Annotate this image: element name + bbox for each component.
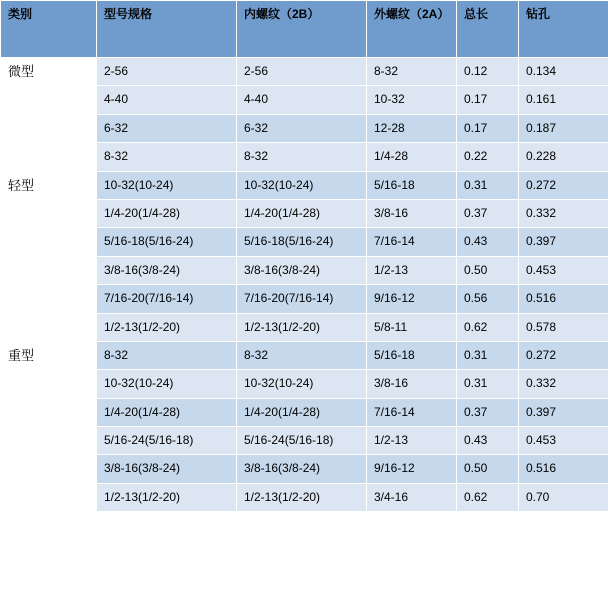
cell-drill: 0.578: [519, 313, 608, 341]
cell-drill: 0.134: [519, 58, 608, 86]
column-header-internal-thread: 内螺纹（2B）: [237, 1, 367, 58]
cell-internal: 10-32(10-24): [237, 171, 367, 199]
cell-length: 0.50: [457, 256, 519, 284]
table-body: [1, 58, 608, 512]
cell-model: 3/8-16(3/8-24): [97, 256, 237, 284]
column-header-drill-hole: 钻孔: [519, 1, 608, 58]
cell-internal: 1/2-13(1/2-20): [237, 313, 367, 341]
category-cell-heavy: 重型: [1, 341, 97, 511]
cell-drill: 0.161: [519, 86, 608, 114]
cell-drill: 0.332: [519, 370, 608, 398]
cell-model: 3/8-16(3/8-24): [97, 455, 237, 483]
cell-length: 0.17: [457, 86, 519, 114]
cell-external: 5/16-18: [367, 341, 457, 369]
cell-length: 0.31: [457, 341, 519, 369]
cell-length: 0.31: [457, 171, 519, 199]
cell-external: 3/8-16: [367, 370, 457, 398]
column-header-external-thread: 外螺纹（2A）: [367, 1, 457, 58]
cell-drill: 0.332: [519, 199, 608, 227]
cell-model: 10-32(10-24): [97, 171, 237, 199]
cell-internal: 1/4-20(1/4-28): [237, 398, 367, 426]
table-row: [1, 171, 608, 199]
cell-model: 10-32(10-24): [97, 370, 237, 398]
cell-internal: 6-32: [237, 114, 367, 142]
cell-drill: 0.453: [519, 427, 608, 455]
cell-drill: 0.228: [519, 143, 608, 171]
column-header-category: 类别: [1, 1, 97, 58]
cell-drill: 0.397: [519, 228, 608, 256]
cell-internal: 4-40: [237, 86, 367, 114]
cell-internal: 2-56: [237, 58, 367, 86]
cell-external: 12-28: [367, 114, 457, 142]
cell-length: 0.62: [457, 483, 519, 511]
cell-external: 7/16-14: [367, 398, 457, 426]
cell-length: 0.50: [457, 455, 519, 483]
table-row: [1, 58, 608, 86]
cell-model: 1/2-13(1/2-20): [97, 313, 237, 341]
cell-external: 9/16-12: [367, 455, 457, 483]
cell-external: 9/16-12: [367, 285, 457, 313]
cell-drill: 0.516: [519, 455, 608, 483]
cell-length: 0.22: [457, 143, 519, 171]
cell-internal: 7/16-20(7/16-14): [237, 285, 367, 313]
cell-model: 7/16-20(7/16-14): [97, 285, 237, 313]
cell-model: 8-32: [97, 341, 237, 369]
cell-model: 4-40: [97, 86, 237, 114]
cell-drill: 0.272: [519, 171, 608, 199]
cell-internal: 8-32: [237, 341, 367, 369]
cell-internal: 10-32(10-24): [237, 370, 367, 398]
cell-internal: 8-32: [237, 143, 367, 171]
cell-length: 0.43: [457, 427, 519, 455]
cell-model: 5/16-24(5/16-18): [97, 427, 237, 455]
cell-external: 3/4-16: [367, 483, 457, 511]
cell-drill: 0.70: [519, 483, 608, 511]
cell-model: 1/2-13(1/2-20): [97, 483, 237, 511]
cell-external: 10-32: [367, 86, 457, 114]
cell-internal: 3/8-16(3/8-24): [237, 256, 367, 284]
cell-external: 1/2-13: [367, 427, 457, 455]
cell-length: 0.37: [457, 199, 519, 227]
cell-length: 0.43: [457, 228, 519, 256]
cell-external: 8-32: [367, 58, 457, 86]
cell-model: 1/4-20(1/4-28): [97, 199, 237, 227]
cell-external: 1/2-13: [367, 256, 457, 284]
cell-model: 5/16-18(5/16-24): [97, 228, 237, 256]
cell-drill: 0.453: [519, 256, 608, 284]
cell-model: 1/4-20(1/4-28): [97, 398, 237, 426]
table-row: [1, 341, 608, 369]
column-header-model: 型号规格: [97, 1, 237, 58]
cell-external: 5/16-18: [367, 171, 457, 199]
header-row: [1, 1, 608, 58]
category-cell-micro: 微型: [1, 58, 97, 172]
cell-model: 8-32: [97, 143, 237, 171]
cell-internal: 5/16-18(5/16-24): [237, 228, 367, 256]
cell-internal: 5/16-24(5/16-18): [237, 427, 367, 455]
cell-model: 2-56: [97, 58, 237, 86]
cell-external: 1/4-28: [367, 143, 457, 171]
cell-internal: 1/4-20(1/4-28): [237, 199, 367, 227]
cell-external: 5/8-11: [367, 313, 457, 341]
cell-length: 0.31: [457, 370, 519, 398]
cell-internal: 1/2-13(1/2-20): [237, 483, 367, 511]
cell-model: 6-32: [97, 114, 237, 142]
cell-length: 0.56: [457, 285, 519, 313]
cell-drill: 0.397: [519, 398, 608, 426]
cell-drill: 0.187: [519, 114, 608, 142]
cell-length: 0.17: [457, 114, 519, 142]
cell-external: 7/16-14: [367, 228, 457, 256]
category-cell-light: 轻型: [1, 171, 97, 341]
column-header-total-length: 总长: [457, 1, 519, 58]
cell-internal: 3/8-16(3/8-24): [237, 455, 367, 483]
table-header: [1, 1, 608, 58]
cell-external: 3/8-16: [367, 199, 457, 227]
cell-length: 0.62: [457, 313, 519, 341]
cell-length: 0.37: [457, 398, 519, 426]
cell-drill: 0.272: [519, 341, 608, 369]
cell-length: 0.12: [457, 58, 519, 86]
cell-drill: 0.516: [519, 285, 608, 313]
